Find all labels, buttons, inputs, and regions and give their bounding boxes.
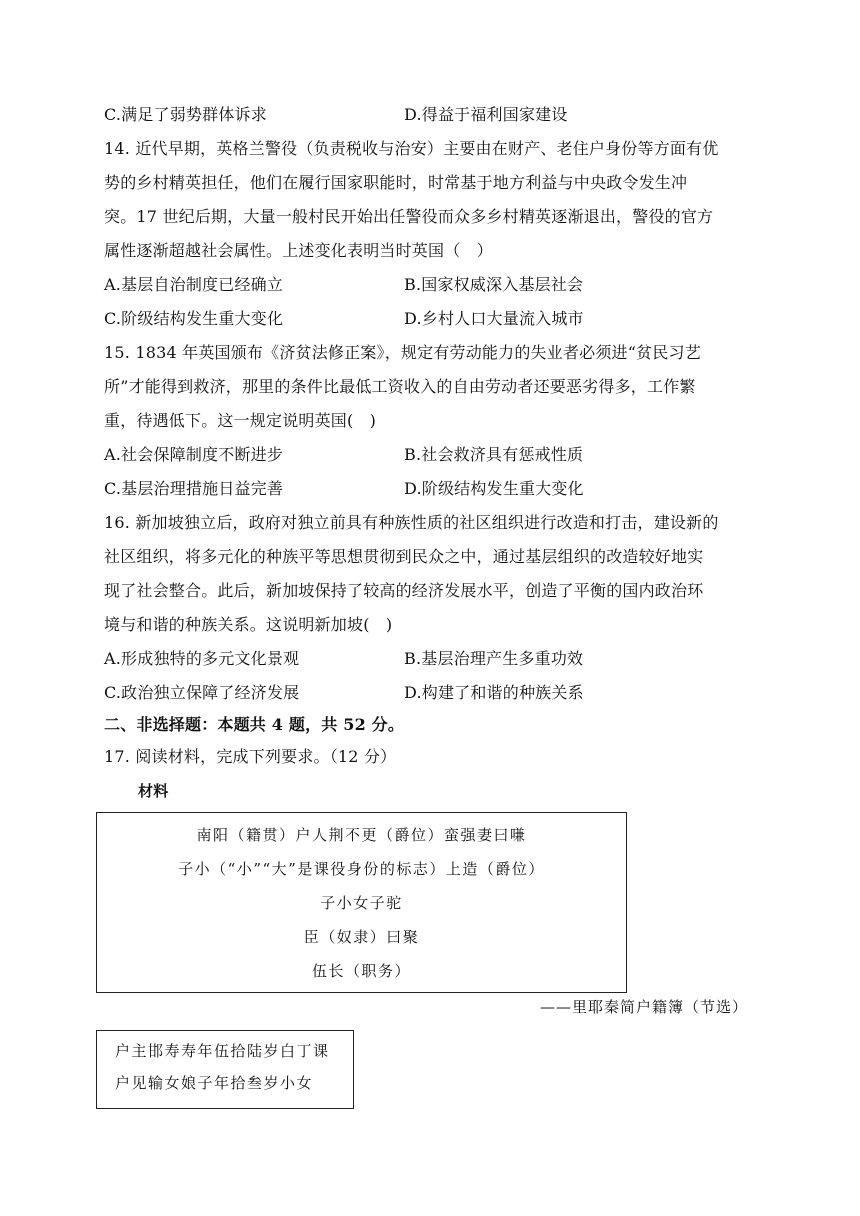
material-box-1-line-1: 南阳（籍贯）户人荆不更（爵位）蛮强妻曰嗛 [196,826,527,844]
material-box-2-line-2: 户见输女娘子年拾叁岁小女 [115,1074,314,1092]
q16-stem-line-1: 16. 新加坡独立后，政府对独立前具有种族性质的社区组织进行改造和打击，建设新的 [104,513,719,532]
q13-option-c: C.满足了弱势群体诉求 [104,105,267,124]
q15-option-b: B.社会救济具有惩戒性质 [404,445,584,464]
q16-option-d: D.构建了和谐的种族关系 [404,683,584,702]
material-label: 材料 [138,782,169,800]
q16-option-b: B.基层治理产生多重功效 [404,649,584,668]
q14-stem-line-1: 14. 近代早期，英格兰警役（负责税收与治安）主要由在财产、老住户身份等方面有优 [104,139,719,158]
q15-option-d: D.阶级结构发生重大变化 [404,479,584,498]
q17-stem: 17. 阅读材料，完成下列要求。（12 分） [104,747,397,766]
q14-option-c: C.阶级结构发生重大变化 [104,309,284,328]
q16-stem-line-2: 社区组织，将多元化的种族平等思想贯彻到民众之中，通过基层组织的改造较好地实 [104,547,704,566]
section-heading: 二、非选择题：本题共 4 题，共 52 分。 [104,715,405,734]
q14-stem-line-3: 突。17 世纪后期，大量一般村民开始出任警役而众多乡村精英逐渐退出，警役的官方 [104,207,714,226]
material-box-2 [96,1030,354,1109]
material-box-1 [96,812,627,993]
q15-stem-line-2: 所”才能得到救济，那里的条件比最低工资收入的自由劳动者还要恶劣得多，工作繁 [104,377,696,396]
material-source: ——里耶秦简户籍簿（节选） [539,998,748,1016]
material-box-2-line-1: 户主邯寿寿年伍拾陆岁白丁课 [115,1042,330,1060]
q13-option-d: D.得益于福利国家建设 [404,105,568,124]
material-box-1-line-2: 子小（“小”“大”是课役身份的标志）上造（爵位） [178,860,545,878]
q14-stem-line-4: 属性逐渐超越社会属性。上述变化表明当时英国（ ） [104,241,493,260]
q16-stem-line-3: 现了社会整合。此后，新加坡保持了较高的经济发展水平，创造了平衡的国内政治环 [104,581,704,600]
material-box-1-line-4: 臣（奴隶）曰聚 [303,928,420,946]
q14-option-b: B.国家权威深入基层社会 [404,275,584,294]
material-box-1-line-5: 伍长（职务） [311,962,411,980]
q15-option-a: A.社会保障制度不断进步 [104,445,284,464]
q16-option-c: C.政治独立保障了经济发展 [104,683,300,702]
q14-option-d: D.乡村人口大量流入城市 [404,309,584,328]
q15-stem-line-3: 重，待遇低下。这一规定说明英国( ) [104,411,377,430]
q14-option-a: A.基层自治制度已经确立 [104,275,284,294]
q15-stem-line-1: 15. 1834 年英国颁布《济贫法修正案》，规定有劳动能力的失业者必须进“贫民习艺 [104,343,701,362]
q14-stem-line-2: 势的乡村精英担任，他们在履行国家职能时，时常基于地方利益与中央政令发生冲 [104,173,688,192]
q15-option-c: C.基层治理措施日益完善 [104,479,284,498]
material-box-1-line-3: 子小女子驼 [320,894,403,912]
q16-option-a: A.形成独特的多元文化景观 [104,649,300,668]
q16-stem-line-4: 境与和谐的种族关系。这说明新加坡( ) [104,615,393,634]
